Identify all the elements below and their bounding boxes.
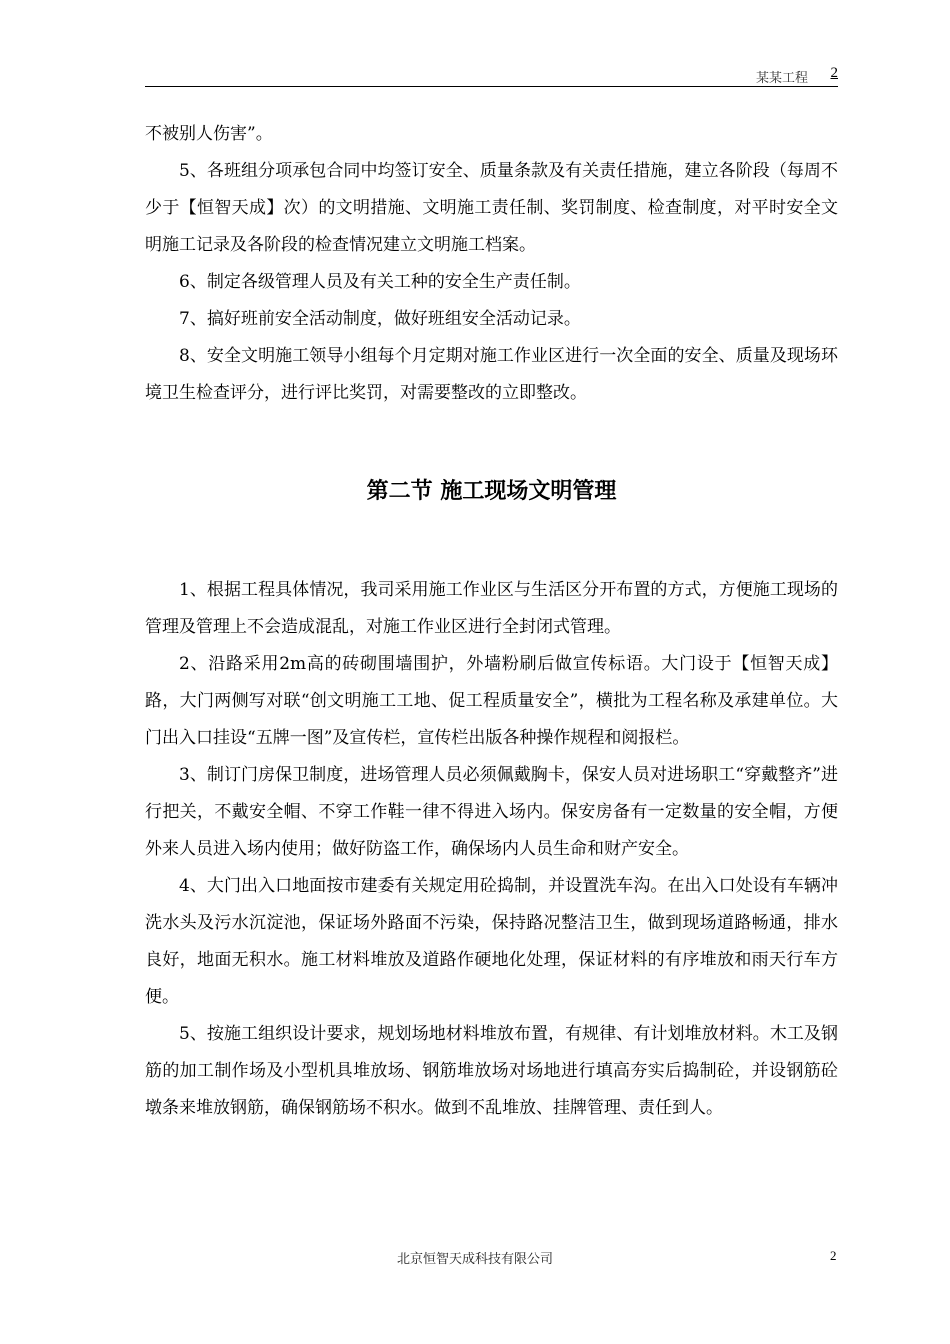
footer-company: 北京恒智天成科技有限公司	[396, 1252, 553, 1267]
section-title: 第二节 施工现场文明管理	[366, 479, 617, 504]
header-page-number: 2	[830, 65, 838, 81]
paragraph-continuation: 不被别人伤害”。	[145, 124, 273, 144]
header-title: 某某工程	[755, 71, 808, 86]
page-header	[145, 64, 838, 87]
section-paragraph-4: 4、大门出入口地面按市建委有关规定用砼捣制，并设置洗车沟。在出入口处设有车辆冲洗水头及污水沉淀池，保证场外路面不污染，保持路况整洁卫生，做到现场道路畅通，排水良好，地面无积水。施工材料堆放及道路作硬地化处理，保证材料的有序堆放和雨天行车方便。	[145, 876, 838, 1007]
document-body	[145, 116, 838, 1127]
paragraph-item-8: 8、安全文明施工领导小组每个月定期对施工作业区进行一次全面的安全、质量及现场环境卫生检查评分，进行评比奖罚，对需要整改的立即整改。	[145, 346, 838, 403]
paragraph-item-5: 5、各班组分项承包合同中均签订安全、质量条款及有关责任措施，建立各阶段（每周不少于【恒智天成】次）的文明措施、文明施工责任制、奖罚制度、检查制度，对平时安全文明施工记录及各阶段的检查情况建立文明施工档案。	[145, 161, 838, 255]
section-paragraph-2: 2、沿路采用2m高的砖砌围墙围护，外墙粉刷后做宣传标语。大门设于【恒智天成】路，大门两侧写对联“创文明施工工地、促工程质量安全”，横批为工程名称及承建单位。大门出入口挂设“五牌一图”及宣传栏，宣传栏出版各种操作规程和阅报栏。	[145, 654, 838, 748]
paragraph-item-7: 7、搞好班前安全活动制度，做好班组安全活动记录。	[179, 309, 581, 329]
section-paragraph-1: 1、根据工程具体情况，我司采用施工作业区与生活区分开布置的方式，方便施工现场的管理及管理上不会造成混乱，对施工作业区进行全封闭式管理。	[145, 580, 838, 637]
section-paragraph-5: 5、按施工组织设计要求，规划场地材料堆放布置，有规律、有计划堆放材料。木工及钢筋的加工制作场及小型机具堆放场、钢筋堆放场对场地进行填高夯实后捣制砼，并设钢筋砼墩条来堆放钢筋，确保钢筋场不积水。做到不乱堆放、挂牌管理、责任到人。	[145, 1024, 838, 1118]
paragraph-item-6: 6、制定各级管理人员及有关工种的安全生产责任制。	[179, 272, 581, 292]
footer-page-number: 2	[830, 1248, 837, 1263]
section-paragraph-3: 3、制订门房保卫制度，进场管理人员必须佩戴胸卡，保安人员对进场职工“穿戴整齐”进行把关，不戴安全帽、不穿工作鞋一律不得进入场内。保安房备有一定数量的安全帽，方便外来人员进入场内使用；做好防盗工作，确保场内人员生命和财产安全。	[145, 765, 838, 859]
